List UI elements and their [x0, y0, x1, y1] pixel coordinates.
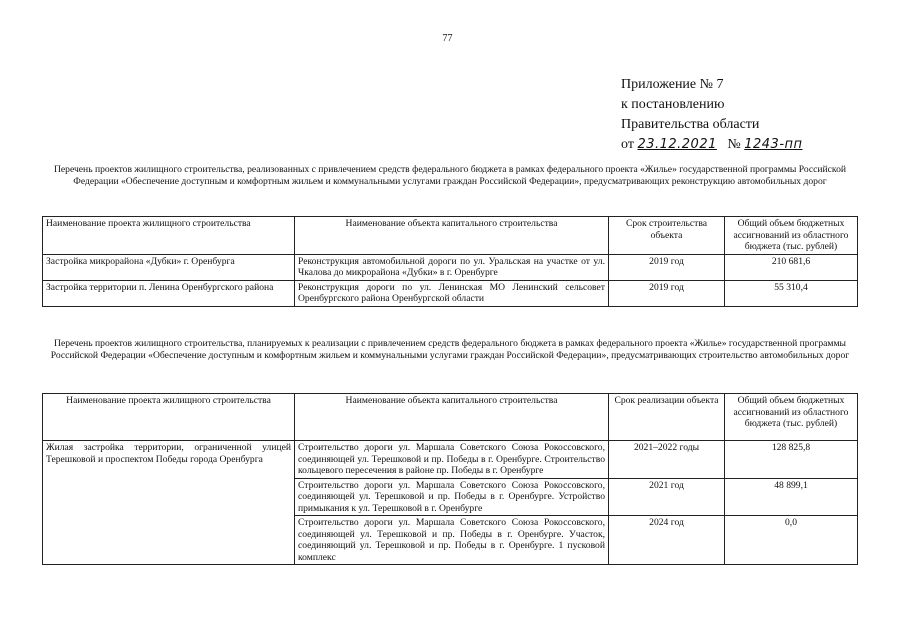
column-header: Наименование объекта капитального строительства [295, 217, 609, 255]
column-header: Общий объем бюджетных ассигнований из областного бюджета (тыс. рублей) [725, 217, 858, 255]
object-cell: Строительство дороги ул. Маршала Советского Союза Рокоссовского, соединяющей ул. Терешковой и пр. Победы в г. Оренбурге. Участок, соединяющий ул. Терешковой и пр. Победы в г. Оренбурге. 1 пусковой комплекс [295, 516, 609, 565]
term-cell: 2021 год [609, 478, 725, 516]
amount-cell: 210 681,6 [725, 254, 858, 280]
table-header-row [43, 217, 858, 255]
handwritten-number: 1243-пп [744, 137, 803, 152]
project-cell: Застройка территории п. Ленина Оренбургского района [43, 280, 295, 306]
column-header: Срок реализации объекта [609, 394, 725, 441]
appendix-resolution-line: к постановлению [621, 97, 725, 112]
term-cell: 2019 год [609, 280, 725, 306]
object-cell: Реконструкция дороги по ул. Ленинская МО Ленинский сельсовет Оренбургского района Оренбургской области [295, 280, 609, 306]
handwritten-date: 23.12.2021 [637, 137, 717, 152]
section1-heading: Перечень проектов жилищного строительства, реализованных с привлечением средств федерального бюджета в рамках федерального проекта «Жилье» государственной программы Российской Федерации «Обеспечение доступным и комфортным жильем и коммунальными услугами граждан Российской Федерации», предусматривающих реконструкцию автомобильных дорог [53, 164, 847, 187]
amount-cell: 0,0 [725, 516, 858, 565]
term-cell: 2021–2022 годы [609, 441, 725, 479]
object-cell: Строительство дороги ул. Маршала Советского Союза Рокоссовского, соединяющей ул. Терешковой и пр. Победы в г. Оренбурге. Строительство кольцевого пересечения в районе пр. Победы в г. Оренбурге [295, 441, 609, 479]
amount-cell: 128 825,8 [725, 441, 858, 479]
appendix-government-line: Правительства области [621, 117, 760, 132]
appendix-date-line [621, 135, 803, 155]
column-header: Срок строительства объекта [609, 217, 725, 255]
number-label: № [727, 137, 741, 152]
object-cell: Строительство дороги ул. Маршала Советского Союза Рокоссовского, соединяющей ул. Терешковой и пр. Победы в г. Оренбурге. Устройство примыкания к ул. Терешковой в г. Оренбурге [295, 478, 609, 516]
column-header: Общий объем бюджетных ассигнований из областного бюджета (тыс. рублей) [725, 394, 858, 441]
object-cell: Реконструкция автомобильной дороги по ул. Уральская на участке от ул. Чкалова до микрорайона «Дубки» в г. Оренбурге [295, 254, 609, 280]
from-label: от [621, 137, 634, 152]
section2-heading: Перечень проектов жилищного строительства, планируемых к реализации с привлечением средств федерального бюджета в рамках федерального проекта «Жилье» государственной программы Российской Федерации «Обеспечение доступным и комфортным жильем и коммунальными услугами граждан Российской Федерации», предусматривающих строительство автомобильных дорог [50, 338, 850, 361]
term-cell: 2024 год [609, 516, 725, 565]
project-cell: Застройка микрорайона «Дубки» г. Оренбурга [43, 254, 295, 280]
section1-table [42, 216, 858, 307]
table-header-row [43, 394, 858, 441]
appendix-block [621, 75, 803, 155]
project-cell: Жилая застройка территории, ограниченной улицей Терешковой и проспектом Победы города Оренбурга [43, 441, 295, 565]
table-row [43, 254, 858, 280]
column-header: Наименование объекта капитального строительства [295, 394, 609, 441]
amount-cell: 55 310,4 [725, 280, 858, 306]
amount-cell: 48 899,1 [725, 478, 858, 516]
page-number: 77 [442, 33, 453, 44]
column-header: Наименование проекта жилищного строительства [43, 217, 295, 255]
table-row [43, 280, 858, 306]
section2-table [42, 393, 858, 565]
column-header: Наименование проекта жилищного строительства [43, 394, 295, 441]
table-row [43, 441, 858, 479]
term-cell: 2019 год [609, 254, 725, 280]
appendix-title: Приложение № 7 [621, 77, 724, 92]
